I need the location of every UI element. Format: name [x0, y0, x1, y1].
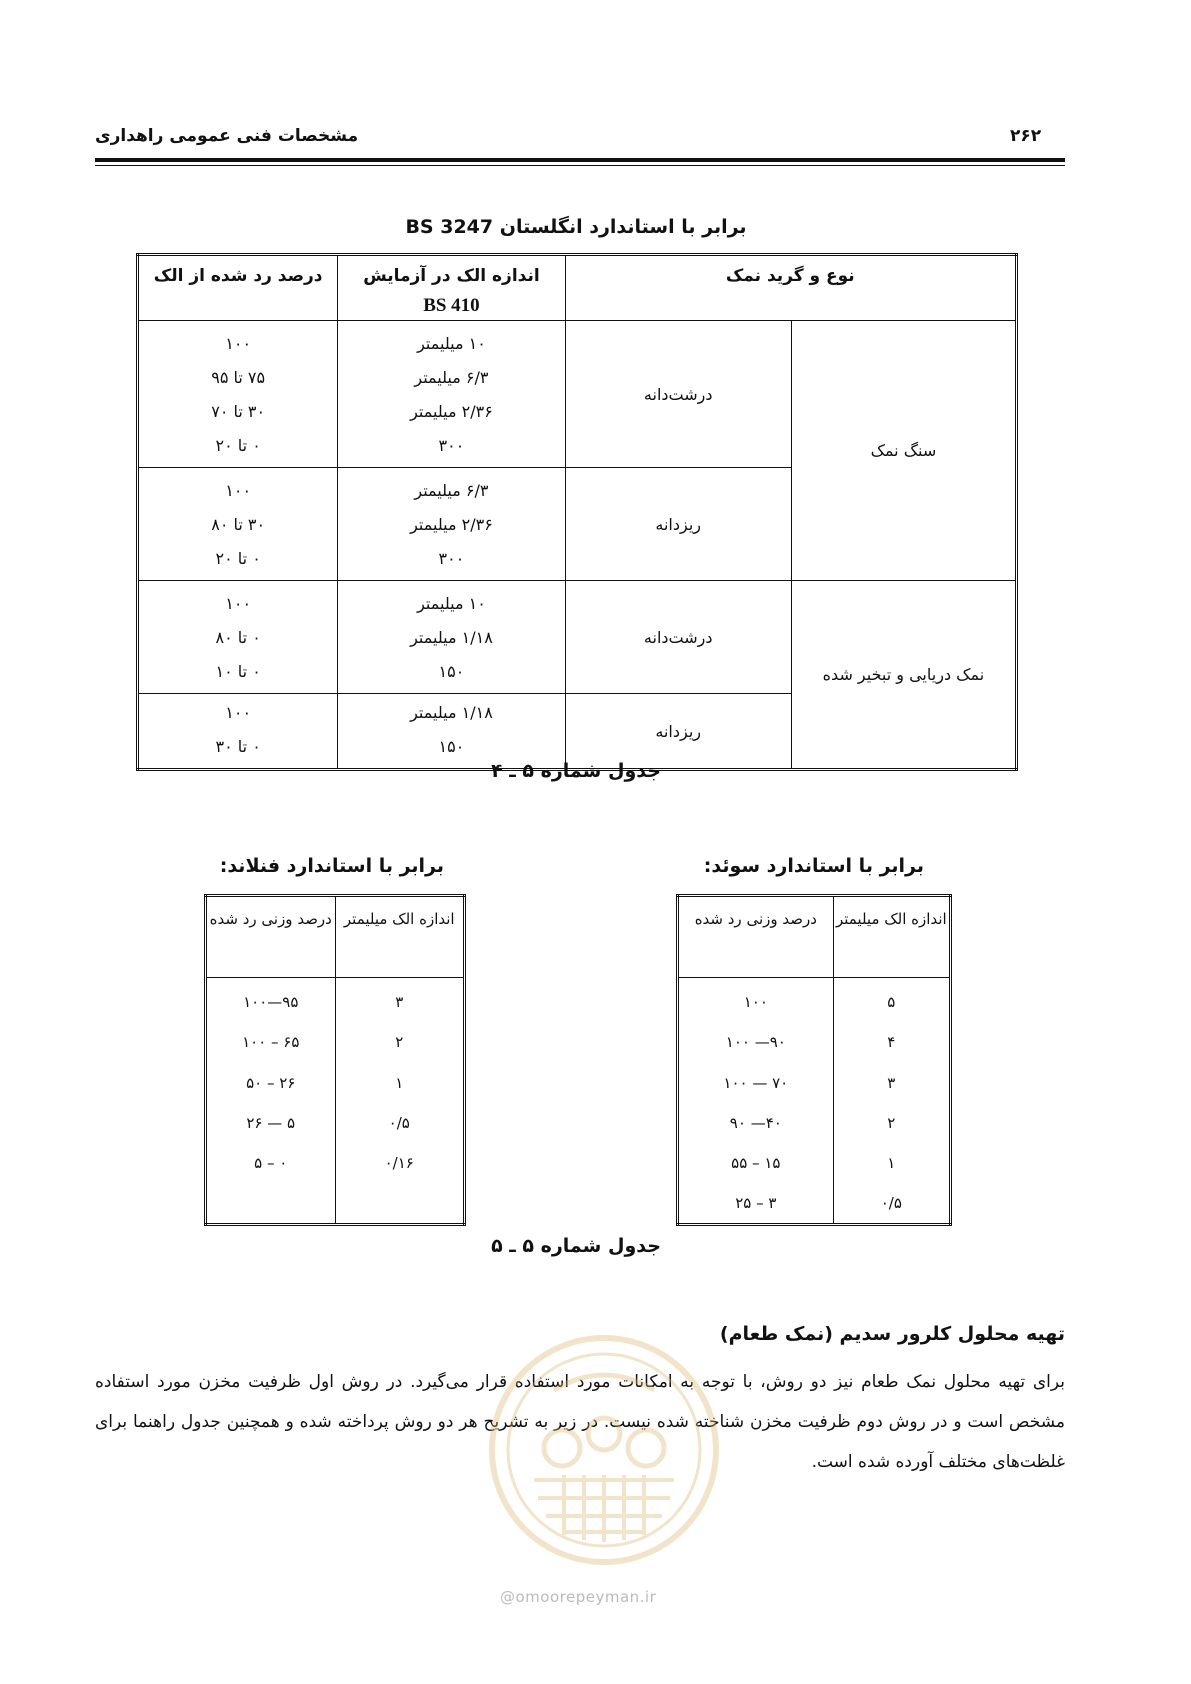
- sieve-cell: ۲: [335, 1022, 465, 1062]
- sieve-cell: ۲: [833, 1103, 950, 1143]
- passing-cell: ۱۰۰: [678, 978, 834, 1023]
- passing-cell: ۱۰۰ ۳۰ تا ۸۰ ۰ تا ۲۰: [138, 468, 338, 581]
- sweden-table-title: برابر با استاندارد سوئد:: [703, 855, 924, 877]
- passing-cell: ۱۰۰ ۷۵ تا ۹۵ ۳۰ تا ۷۰ ۰ تا ۲۰: [138, 321, 338, 468]
- seal-logo-icon: [484, 1330, 724, 1570]
- grade-cell: ریزدانه: [565, 468, 791, 581]
- watermark-text: @omoorepeyman.ir: [500, 1588, 657, 1606]
- salt-type-cell: نمک دریایی و تبخیر شده: [791, 581, 1016, 770]
- page-number: ۲۶۲: [1010, 126, 1042, 146]
- header-passing-percent: درصد رد شده از الک: [138, 255, 338, 321]
- header-sieve-size: اندازه الک میلیمتر: [833, 896, 950, 978]
- grade-cell: ریزدانه: [565, 694, 791, 770]
- sweden-grading-table: [676, 894, 952, 1226]
- sieve-cell: ۰/۱۶: [335, 1143, 465, 1183]
- header-passing-percent: درصد وزنی رد شده: [206, 896, 336, 978]
- passing-cell: ۴۰— ۹۰: [678, 1103, 834, 1143]
- sieve-cell: ۱۰ میلیمتر ۱/۱۸ میلیمتر ۱۵۰: [338, 581, 565, 694]
- sieve-cell: ۱/۱۸ میلیمتر ۱۵۰: [338, 694, 565, 770]
- passing-cell: ۱۵ – ۵۵: [678, 1143, 834, 1183]
- header-rule: [95, 158, 1065, 162]
- sieve-cell: ۱: [833, 1143, 950, 1183]
- passing-cell: ۲۶ – ۵۰: [206, 1062, 336, 1102]
- header-sieve-size: اندازه الک میلیمتر: [335, 896, 465, 978]
- sieve-cell: ۴: [833, 1022, 950, 1062]
- passing-cell: ۹۰— ۱۰۰: [678, 1022, 834, 1062]
- table2-caption: جدول شماره ۵ ـ ۵: [491, 1235, 661, 1257]
- section-paragraph: برای تهیه محلول نمک طعام نیز دو روش، با توجه به امکانات مورد استفاده قرار می‌گیرد. در روش اول ظرفیت مخزن مورد استفاده مشخص است و در روش دوم ظرفیت مخزن شناخته شده نیست. در زیر به تشریح هر دو روش پرداخته شده و همچنین جدول راهنما برای غلظت‌های مختلف آورده شده است.: [95, 1372, 1065, 1472]
- grade-cell: درشت‌دانه: [565, 581, 791, 694]
- passing-cell: ۰ – ۵: [206, 1143, 336, 1183]
- passing-cell: ۳ – ۲۵: [678, 1183, 834, 1225]
- book-title: مشخصات فنی عمومی راهداری: [95, 126, 359, 146]
- passing-cell: ۱۰۰ ۰ تا ۸۰ ۰ تا ۱۰: [138, 581, 338, 694]
- header-salt-type: نوع و گرید نمک: [565, 255, 1016, 321]
- passing-cell: ۱۰۰ ۰ تا ۳۰: [138, 694, 338, 770]
- grade-cell: درشت‌دانه: [565, 321, 791, 468]
- sieve-cell: ۰/۵: [833, 1183, 950, 1225]
- header-passing-percent: درصد وزنی رد شده: [678, 896, 834, 978]
- salt-type-cell: سنگ نمک: [791, 321, 1016, 581]
- passing-cell: ۵ — ۲۶: [206, 1103, 336, 1143]
- sieve-cell: ۰/۵: [335, 1103, 465, 1143]
- sieve-cell: ۱: [335, 1062, 465, 1102]
- sieve-cell: ۳: [335, 978, 465, 1023]
- table1-caption: جدول شماره ۵ ـ ۴: [491, 760, 661, 782]
- finland-grading-table: [204, 894, 466, 1226]
- header-sieve-size: اندازه الک در آزمایش BS 410: [338, 255, 565, 321]
- sieve-cell: ۳: [833, 1062, 950, 1102]
- sieve-cell: ۵: [833, 978, 950, 1023]
- table1-title: برابر با استاندارد انگلستان BS 3247: [405, 216, 747, 238]
- finland-table-title: برابر با استاندارد فنلاند:: [219, 855, 444, 877]
- passing-cell: ۷۰ — ۱۰۰: [678, 1062, 834, 1102]
- sieve-cell: ۶/۳ میلیمتر ۲/۳۶ میلیمتر ۳۰۰: [338, 468, 565, 581]
- passing-cell: ۶۵ – ۱۰۰: [206, 1022, 336, 1062]
- passing-cell: ۹۵—۱۰۰: [206, 978, 336, 1023]
- header-rule-thin: [95, 165, 1065, 166]
- sieve-cell: ۱۰ میلیمتر ۶/۳ میلیمتر ۲/۳۶ میلیمتر ۳۰۰: [338, 321, 565, 468]
- section-title: تهیه محلول کلرور سدیم (نمک طعام): [719, 1323, 1065, 1345]
- uk-salt-grading-table: [136, 253, 1018, 771]
